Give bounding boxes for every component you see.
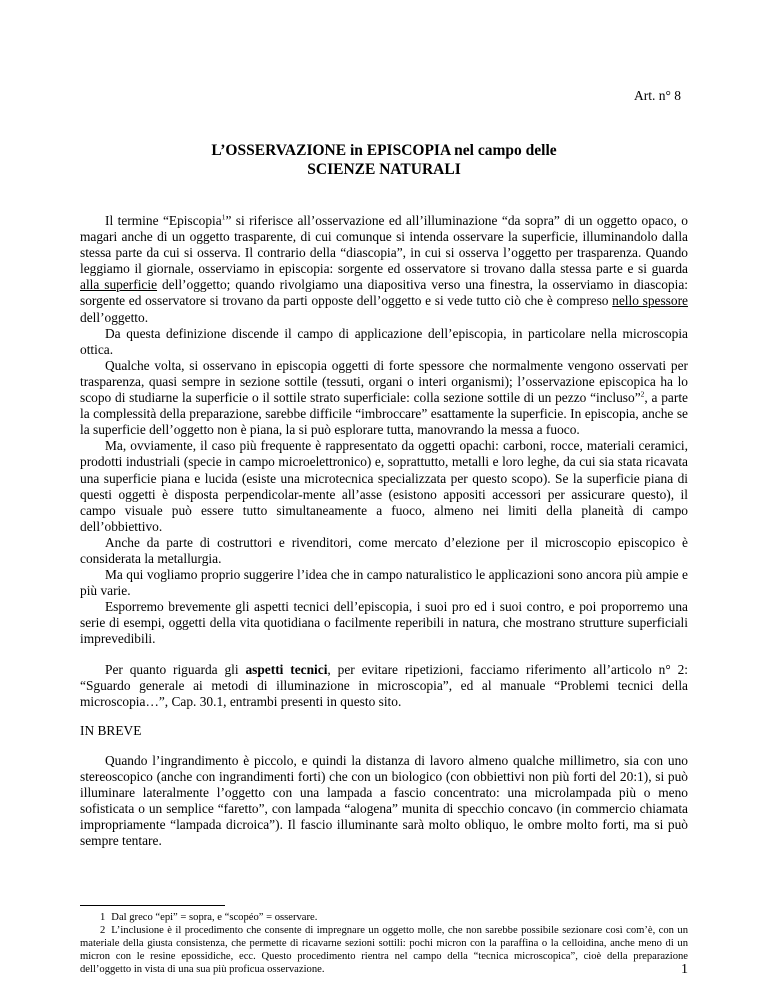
paragraph-5: Anche da parte di costruttori e rivenditori, come mercato d’elezione per il microscopio episcopico è considerata la metallurgia.	[80, 534, 688, 566]
footnote-2	[80, 924, 688, 976]
article-number: Art. n° 8	[633, 88, 681, 103]
paragraph-9: Quando l’ingrandimento è piccolo, e quindi la distanza di lavoro almeno qualche millimetro, sia con uno stereoscopico (anche con ingrandimenti forti) che con un biologico (con obbiettivi non più forti del 20:1), si può illuminare lateralmente l’oggetto con una lampada a fascio concentrato: una microlampada più o meno sofisticata o un semplice “faretto”, con lampada “alogena” munita di specchio concavo (in commercio chiamata impropriamente “lampada dicroica”). Il fascio illuminante sarà molto obliquo, le ombre molto forti, ma si può sempre tentare.	[80, 752, 688, 849]
footnote-ref-1: 1	[221, 212, 226, 222]
bold-text: aspetti tecnici	[245, 661, 328, 677]
title-line-2: SCIENZE NATURALI	[307, 161, 461, 178]
footnote-number: 1	[100, 912, 106, 923]
paragraph-1-text-c: dell’oggetto; quando rivolgiamo una diapositiva verso una finestra, la osserviamo in diascopia: sorgente ed osservatore si trovano da parti opposte dell’oggetto e si vede tutto ciò che è compreso	[80, 277, 688, 309]
footnote-text: Dal greco “epi” = sopra, e “scopéo” = osservare.	[111, 912, 318, 923]
footnote-ref-2: 2	[640, 389, 645, 399]
underlined-text: alla superficie	[80, 277, 158, 293]
paragraph-1-text-b: ” si riferisce all’osservazione ed all’illuminazione “da sopra” di un oggetto opaco, o magari anche di un oggetto trasparente, di cui comunque si intenda osservare la superficie, illuminandolo dalla stessa parte da cui si osserva. Il contrario della “diascopia”, in cui si osserva l’oggetto per trasparenza. Quando leggiamo il giornale, osserviamo in episcopia: sorgente ed osservatore si trovano dalla stessa parte e si guarda	[80, 213, 688, 277]
footnote-1	[80, 911, 688, 924]
paragraph-7: Esporremo brevemente gli aspetti tecnici dell’episcopia, i suoi pro ed i suoi contro, e poi proporremo una serie di esempi, oggetti della vita quotidiana o facilmente reperibili in natura, che mostrano strutture superficiali imprevedibili.	[80, 599, 688, 647]
paragraph-4: Ma, ovviamente, il caso più frequente è rappresentato da oggetti opachi: carboni, rocce, materiali ceramici, prodotti industriali (specie in campo microelettronico) e, soprattutto, metalli e loro leghe, da cui sia stata ricavata una superficie piana e lucida (esiste una microtecnica specializzata per questo scopo). Se la superficie piana di questi oggetti è disposta perpendicolar-mente all’asse (esistono appositi accessori per assicurare questo), il campo visuale può essere tutto simultaneamente a fuoco, almeno nei limiti della planeità di campo dell’obbiettivo.	[80, 438, 688, 534]
paragraph-2: Da questa definizione discende il campo di applicazione dell’episcopia, in particolare nella microscopia ottica.	[80, 325, 688, 357]
paragraph-3	[80, 358, 688, 438]
paragraph-3-text-a: Qualche volta, si osservano in episcopia oggetti di forte spessore che normalmente vengono osservati per trasparenza, quasi sempre in sezione sottile (tessuti, organi o interi organismi); l’osservazione episcopica ha lo scopo di studiarne la superficie o il sottile strato superficiale: colla sezione sottile di un pezzo “incluso”	[80, 357, 688, 406]
paragraph-3-text-b: , a parte la complessità della preparazione, sarebbe difficile “imbroccare” esattamente la superficie. In episcopia, anche se la superficie dell’oggetto non è piana, la si può esplorare tutta, manovrando la messa a fuoco.	[80, 390, 688, 438]
section-heading: IN BREVE	[80, 722, 142, 738]
underlined-text: nello spessore	[612, 293, 688, 309]
page-title	[80, 141, 688, 179]
page-number: 1	[681, 962, 688, 977]
paragraph-8-text-b: , per evitare ripetizioni, facciamo riferimento all’articolo n° 2: “Sguardo generale ai metodi di illuminazione in microscopia”, ed al manuale “Problemi tecnici della microscopia…”, Cap. 30.1, entrambi presenti in questo sito.	[80, 661, 688, 709]
paragraph-1	[80, 213, 688, 326]
paragraph-8	[80, 662, 688, 710]
footnotes	[80, 911, 688, 976]
footnote-divider	[80, 905, 225, 906]
paragraph-1-text-d: dell’oggetto.	[80, 309, 149, 325]
paragraph-8-text-a: Per quanto riguarda gli	[105, 661, 246, 677]
body-text	[80, 213, 688, 849]
paragraph-6: Ma qui vogliamo proprio suggerire l’idea che in campo naturalistico le applicazioni sono ancora più ampie e più varie.	[80, 567, 688, 599]
footnote-number: 2	[100, 925, 106, 936]
paragraph-1-text-a: Il termine “Episcopia	[105, 213, 222, 228]
footnote-text: L’inclusione è il procedimento che consente di impregnare un oggetto molle, che non sarebbe possibile sezionare così com’è, con un materiale della giusta consistenza, che permette di ricavarne sezioni sottili: pochi micron con la paraffina o la celloidina, anche meno di un micron con le resine epossidiche, ecc. Questo procedimento rientra nel campo della “tecnica microscopica”, cioè della preparazione dell’oggetto in vista di una sua più proficua osservazione.	[80, 925, 688, 975]
title-line-1: L’OSSERVAZIONE in EPISCOPIA nel campo delle	[211, 142, 557, 159]
